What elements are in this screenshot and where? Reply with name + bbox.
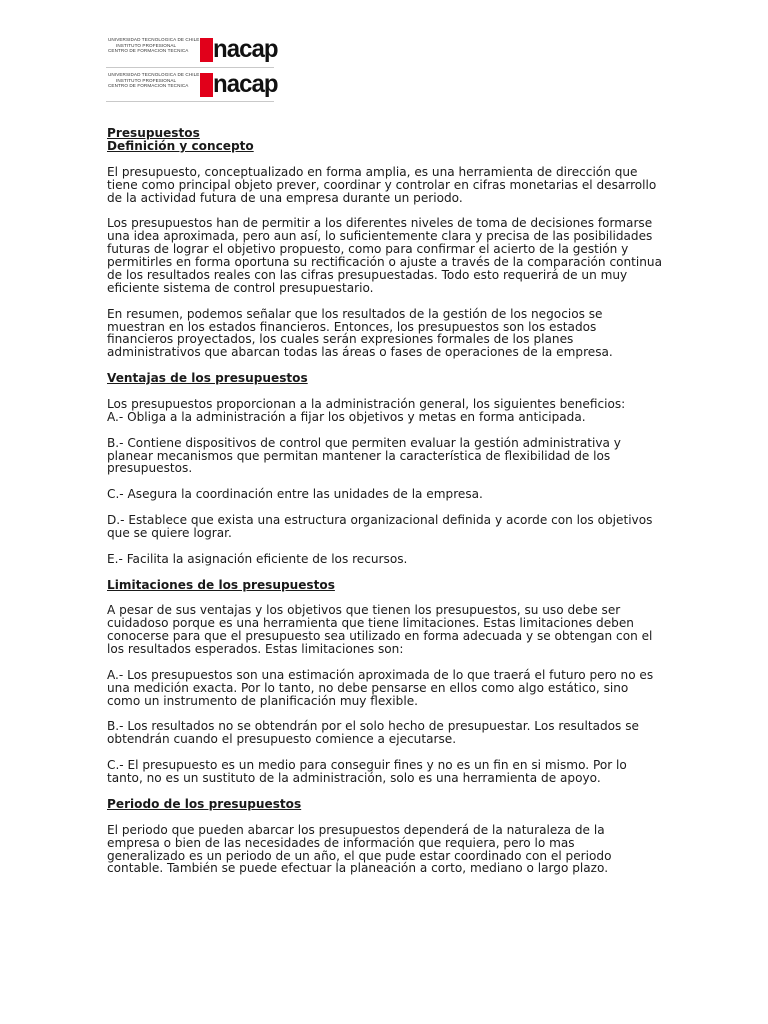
list-item: B.- Contiene dispositivos de control que permiten evaluar la gestión administrativa y planear mecanismos que permitan mantener la característica de flexibilidad de los presupuestos. — [107, 435, 621, 476]
list-item: B.- Los resultados no se obtendrán por el solo hecho de presupuestar. Los resultados se obtendrán cuando el presupuesto comience a ejecutarse. — [107, 719, 639, 747]
institution-line: INSTITUTO PROFESIONAL — [116, 42, 177, 48]
institution-line: CENTRO DE FORMACION TECNICA — [108, 48, 189, 54]
logo-wordmark: nacap — [213, 70, 278, 98]
divider — [106, 67, 274, 68]
divider — [106, 101, 274, 102]
paragraph: A pesar de sus ventajas y los objetivos que tienen los presupuestos, su uso debe ser cuidadoso porque es una herramienta que tiene limitaciones. Estas limitaciones deben conocerse para que el presupuesto sea utilizado en forma adecuada y se obtengan con el los resultados esperados. Estas limitaciones son: — [107, 603, 653, 657]
list-item: E.- Facilita la asignación eficiente de los recursos. — [107, 551, 408, 566]
list-item: C.- Asegura la coordinación entre las unidades de la empresa. — [107, 487, 483, 502]
section-heading-ventajas: Ventajas de los presupuestos — [107, 371, 308, 386]
logo-mark-icon — [200, 73, 213, 97]
institution-text — [108, 72, 199, 89]
logo-row — [106, 69, 278, 101]
list-item: A.- Los presupuestos son una estimación aproximada de lo que traerá el futuro pero no es una medición exacta. Por lo tanto, no debe pensarse en ellos como algo estático, sino como un instrumento de planificación muy flexible. — [107, 667, 654, 708]
logo-wordmark: nacap — [213, 35, 278, 63]
institution-line: CENTRO DE FORMACION TECNICA — [108, 83, 189, 89]
document-header — [106, 34, 278, 102]
logo-mark-icon — [200, 38, 213, 62]
paragraph: Los presupuestos han de permitir a los diferentes niveles de toma de decisiones formarse una idea aproximada, pero aun así, lo suficientemente clara y precisa de las posibilidades futuras de lograr el objetivo propuesto, como para confirmar el acierto de la gestión y permitirles en forma oportuna su rectificación o ajuste a través de la comparación continua de los resultados reales con las cifras presupuestadas. Todo esto requerirá de un muy eficiente sistema de control presupuestario. — [107, 216, 662, 295]
section-heading-limitaciones: Limitaciones de los presupuestos — [107, 577, 335, 592]
institution-line: INSTITUTO PROFESIONAL — [116, 77, 177, 83]
paragraph: Los presupuestos proporcionan a la administración general, los siguientes beneficios: A.- Obliga a la administración a fijar los objetivos y metas en forma anticipada. — [107, 396, 626, 424]
paragraph: El presupuesto, conceptualizado en forma amplia, es una herramienta de dirección que tiene como principal objeto prever, coordinar y controlar en cifras monetarias el desarrollo de la actividad futura de una empresa durante un periodo. — [107, 164, 657, 205]
institution-text — [108, 37, 199, 54]
institution-line: UNIVERSIDAD TECNOLOGICA DE CHILE — [108, 37, 200, 42]
document-body — [107, 127, 667, 888]
list-item: D.- Establece que exista una estructura organizacional definida y acorde con los objetivos que se quiere lograr. — [107, 513, 653, 540]
section-heading-periodo: Periodo de los presupuestos — [107, 796, 302, 811]
paragraph: El periodo que pueden abarcar los presupuestos dependerá de la naturaleza de la empresa o bien de las necesidades de información que requiera, pero lo mas generalizado es un periodo de un año, el que pude estar coordinado con el periodo contable. También se puede efectuar la planeación a corto, mediano o largo plazo. — [107, 822, 612, 876]
institution-line: UNIVERSIDAD TECNOLOGICA DE CHILE — [108, 72, 200, 77]
list-item: C.- El presupuesto es un medio para conseguir fines y no es un fin en si mismo. Por lo tanto, no es un sustituto de la administración, solo es una herramienta de apoyo. — [107, 758, 627, 786]
logo-row — [106, 34, 278, 66]
paragraph: En resumen, podemos señalar que los resultados de la gestión de los negocios se muestran en los estados financieros. Entonces, los presupuestos son los estados financieros proyectados, los cuales serán expresiones formales de los planes administrativos que abarcan todas las áreas o fases de operaciones de la empresa. — [107, 306, 613, 360]
document-title: Presupuestos — [107, 126, 200, 140]
document-subtitle: Definición y concepto — [107, 138, 254, 153]
